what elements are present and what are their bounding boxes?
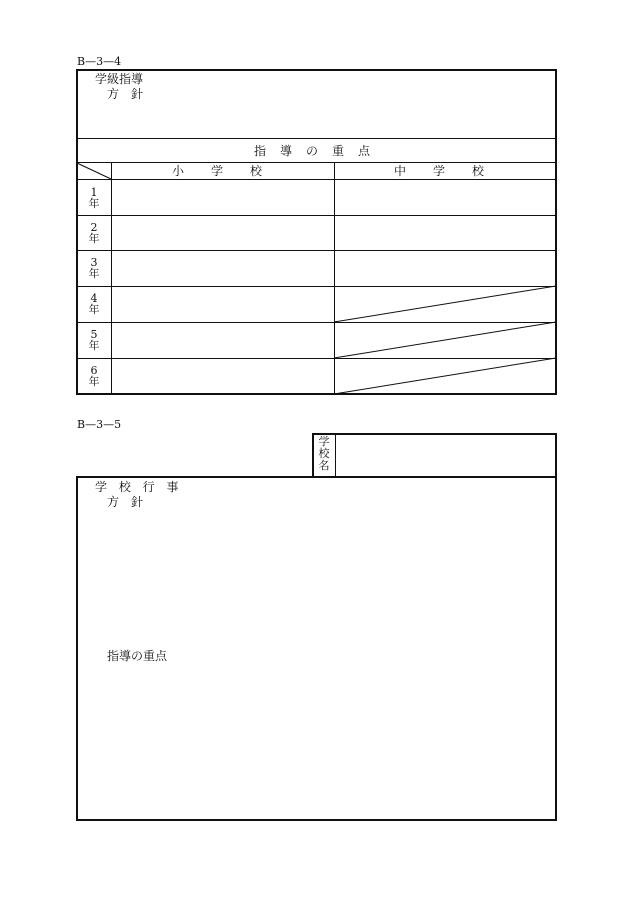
form1-divider: [77, 162, 556, 163]
cell-elementary-grade-3[interactable]: [112, 251, 333, 285]
grade-label-2: 2 年: [88, 221, 100, 245]
school-events-focus-label: 指導の重点: [107, 649, 168, 663]
school-name-label: 学 校 名: [318, 435, 330, 472]
form1-policy-label-2: 方 針: [107, 87, 144, 101]
school-events-focus-field[interactable]: [100, 666, 550, 816]
cell-junior-grade-3[interactable]: [335, 251, 555, 285]
cell-elementary-grade-2[interactable]: [112, 216, 333, 249]
cell-junior-grade-6-na: [334, 358, 556, 394]
cell-junior-grade-1[interactable]: [335, 180, 555, 214]
form1-focus-header: 指導の重点: [254, 144, 385, 158]
grade-label-3: 3 年: [88, 256, 100, 280]
form1-col-elementary: 小学校: [172, 164, 290, 178]
school-events-label: 学 校 行 事: [95, 480, 183, 494]
cell-junior-grade-5-na: [334, 322, 556, 358]
cell-elementary-grade-4[interactable]: [112, 287, 333, 321]
cell-elementary-grade-1[interactable]: [112, 180, 333, 214]
form1-corner-diagonal: [77, 163, 111, 179]
school-events-policy-field[interactable]: [100, 512, 550, 642]
grade-label-4: 4 年: [88, 292, 100, 316]
form2-code: B—3—5: [77, 418, 122, 431]
grade-label-5: 5 年: [88, 328, 100, 352]
form1-col-junior: 中学校: [394, 164, 512, 178]
form1-policy-label: 学級指導: [95, 72, 144, 86]
cell-elementary-grade-6[interactable]: [112, 359, 333, 393]
form1-code: B—3—4: [77, 55, 122, 68]
form1-policy-field[interactable]: [78, 104, 555, 137]
school-name-divider: [335, 434, 336, 477]
cell-junior-grade-4-na: [334, 286, 556, 322]
school-name-input[interactable]: [337, 435, 555, 476]
form1-divider: [77, 138, 556, 139]
cell-elementary-grade-5[interactable]: [112, 323, 333, 357]
grade-label-6: 6 年: [88, 364, 100, 388]
grade-label-1: 1 年: [88, 186, 100, 210]
cell-junior-grade-2[interactable]: [335, 216, 555, 249]
school-events-policy-label: 方 針: [107, 495, 144, 509]
